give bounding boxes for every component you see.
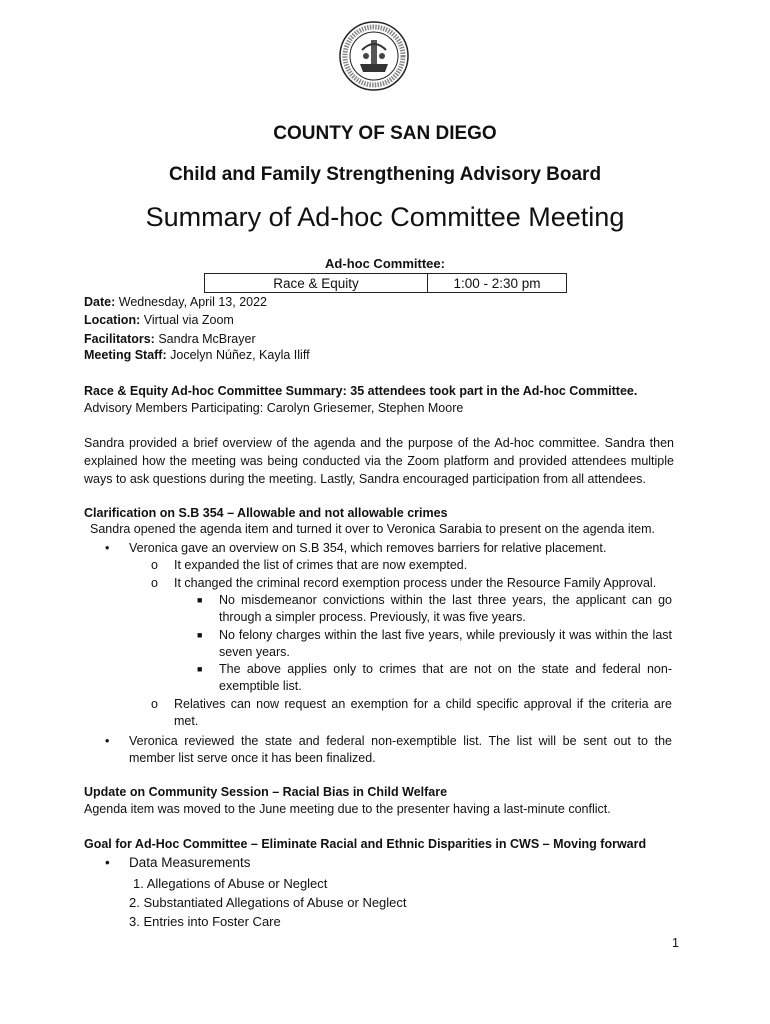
date-label: Date: xyxy=(84,295,116,309)
list-item: 2. Substantiated Allegations of Abuse or Neglect xyxy=(129,895,407,910)
facilitators-label: Facilitators: xyxy=(84,332,155,346)
square-bullet-icon: ■ xyxy=(197,595,203,605)
goal-heading: Goal for Ad-Hoc Committee – Eliminate Racial and Ethnic Disparities in CWS – Moving forward xyxy=(84,837,647,851)
circle-bullet-icon: o xyxy=(151,558,158,572)
county-title: COUNTY OF SAN DIEGO xyxy=(273,123,497,144)
committee-label: Ad-hoc Committee: xyxy=(325,256,445,271)
committee-table xyxy=(204,273,567,293)
page-number: 1 xyxy=(672,936,679,950)
county-seal-logo xyxy=(338,20,410,92)
update-heading: Update on Community Session – Racial Bias in Child Welfare xyxy=(84,785,448,799)
list-item: The above applies only to crimes that are not on the state and federal non-exemptible list. xyxy=(219,662,672,693)
list-item: 1. Allegations of Abuse or Neglect xyxy=(133,876,328,891)
list-item: Relatives can now request an exemption for a child specific approval if the criteria are met. xyxy=(174,697,672,728)
list-item: Veronica reviewed the state and federal non-exemptible list. The list will be sent out to the member list serve once it has been finalized. xyxy=(129,734,672,765)
document-title: Summary of Ad-hoc Committee Meeting xyxy=(145,202,625,232)
facilitators-value: Sandra McBrayer xyxy=(158,332,256,346)
date-value: Wednesday, April 13, 2022 xyxy=(118,295,267,309)
bullet-dot-icon: • xyxy=(105,541,110,555)
list-item: No misdemeanor convictions within the last three years, the applicant can go through a simpler process. Previously, it was five years. xyxy=(219,593,672,624)
clarification-intro: Sandra opened the agenda item and turned it over to Veronica Sarabia to present on the agenda item. xyxy=(90,522,655,536)
circle-bullet-icon: o xyxy=(151,697,158,711)
committee-name: Race & Equity xyxy=(205,274,428,293)
staff-value: Jocelyn Núñez, Kayla Iliff xyxy=(170,348,310,362)
location-value: Virtual via Zoom xyxy=(143,313,234,327)
staff-label: Meeting Staff: xyxy=(84,348,167,362)
staff-line xyxy=(84,347,310,364)
list-item: 3. Entries into Foster Care xyxy=(129,914,281,929)
list-item: It changed the criminal record exemption process under the Resource Family Approval. xyxy=(174,576,657,590)
board-title: Child and Family Strengthening Advisory Board xyxy=(168,164,602,185)
list-item: It expanded the list of crimes that are now exempted. xyxy=(174,558,468,572)
list-item: Veronica gave an overview on S.B 354, which removes barriers for relative placement. xyxy=(129,541,607,555)
bullet-dot-icon: • xyxy=(105,855,110,870)
square-bullet-icon: ■ xyxy=(197,664,203,674)
location-label: Location: xyxy=(84,313,141,327)
list-item: No felony charges within the last five years, while previously it was within the last seven years. xyxy=(219,628,672,659)
clarification-heading: Clarification on S.B 354 – Allowable and not allowable crimes xyxy=(84,506,448,520)
bullet-dot-icon: • xyxy=(105,734,110,748)
committee-time: 1:00 - 2:30 pm xyxy=(428,274,567,293)
circle-bullet-icon: o xyxy=(151,576,158,590)
list-item: Data Measurements xyxy=(129,855,251,870)
update-text: Agenda item was moved to the June meeting due to the presenter having a last-minute conflict. xyxy=(84,802,611,816)
advisory-members: Advisory Members Participating: Carolyn Griesemer, Stephen Moore xyxy=(84,401,464,415)
date-line xyxy=(84,294,267,311)
square-bullet-icon: ■ xyxy=(197,630,203,640)
overview-paragraph: Sandra provided a brief overview of the agenda and the purpose of the Ad-hoc committee. Sandra then explained how the meeting was being conducted via the Zoom platform and provided attendees multiple ways to ask questions during the meeting. Lastly, Sandra encouraged participation from all attendees. xyxy=(84,436,674,486)
facilitators-line xyxy=(84,331,256,348)
summary-heading: Race & Equity Ad-hoc Committee Summary: 35 attendees took part in the Ad-hoc Committee. xyxy=(84,384,638,398)
location-line xyxy=(84,312,234,329)
